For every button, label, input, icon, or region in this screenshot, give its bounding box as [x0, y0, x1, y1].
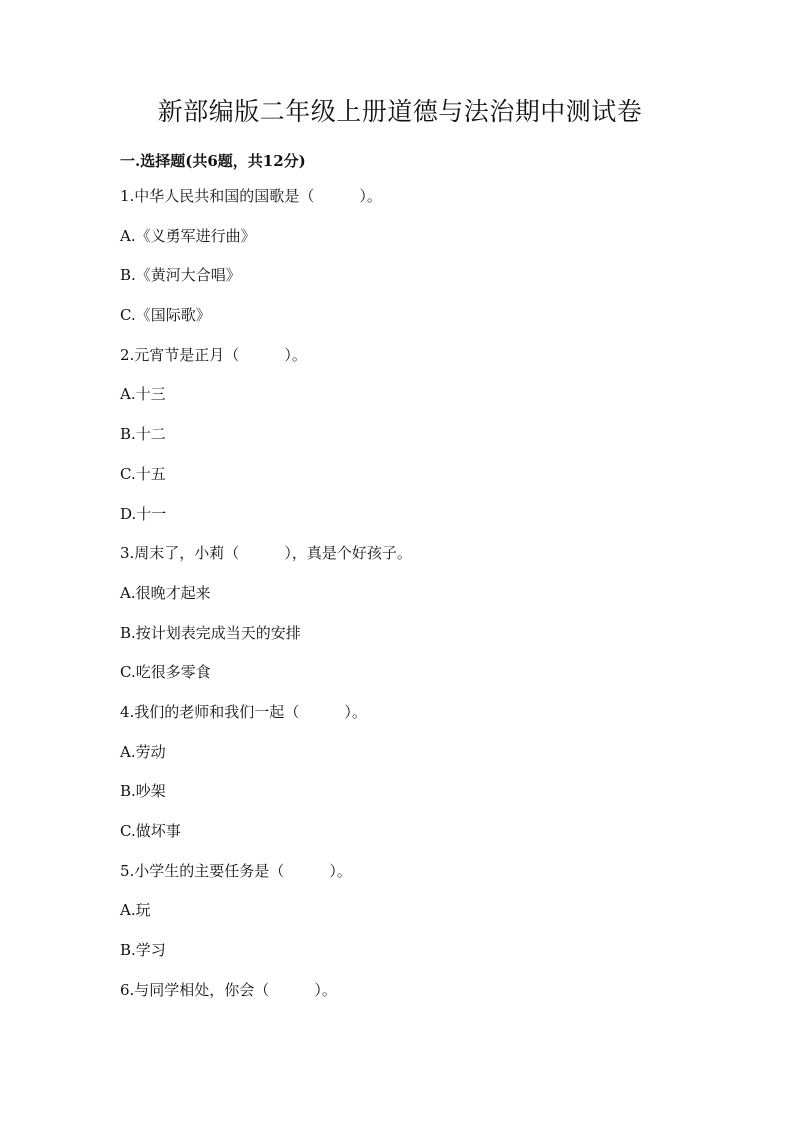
option-line: A.《义勇军进行曲》: [120, 226, 256, 245]
option-line: B.学习: [120, 941, 166, 960]
option-line: B.十二: [120, 425, 166, 444]
question-line: 6.与同学相处，你会（ ）。: [120, 980, 337, 999]
option-line: A.很晚才起来: [120, 583, 211, 602]
option-line: A.劳动: [120, 742, 166, 761]
option-line: B.吵架: [120, 782, 166, 801]
option-line: B.《黄河大合唱》: [120, 266, 241, 285]
option-line: A.玩: [120, 901, 151, 920]
question-line: 4.我们的老师和我们一起（ ）。: [120, 702, 367, 721]
option-line: B.按计划表完成当天的安排: [120, 623, 301, 642]
question-line: 1.中华人民共和国的国歌是（ ）。: [120, 187, 382, 205]
page-title: 新部编版二年级上册道德与法治期中测试卷: [157, 97, 643, 126]
option-line: C.《国际歌》: [120, 306, 211, 325]
option-line: A.十三: [120, 385, 166, 404]
option-line: C.做坏事: [120, 822, 181, 840]
question-line: 5.小学生的主要任务是（ ）。: [120, 861, 352, 880]
question-line: 2.元宵节是正月（ ）。: [120, 345, 307, 364]
option-line: C.吃很多零食: [120, 663, 211, 682]
question-line: 3.周末了，小莉（ ），真是个好孩子。: [120, 544, 412, 563]
option-line: D.十一: [120, 504, 167, 523]
section-heading: 一.选择题(共6题，共12分): [120, 152, 306, 170]
question-list: [120, 185, 720, 1018]
option-line: C.十五: [120, 464, 166, 483]
